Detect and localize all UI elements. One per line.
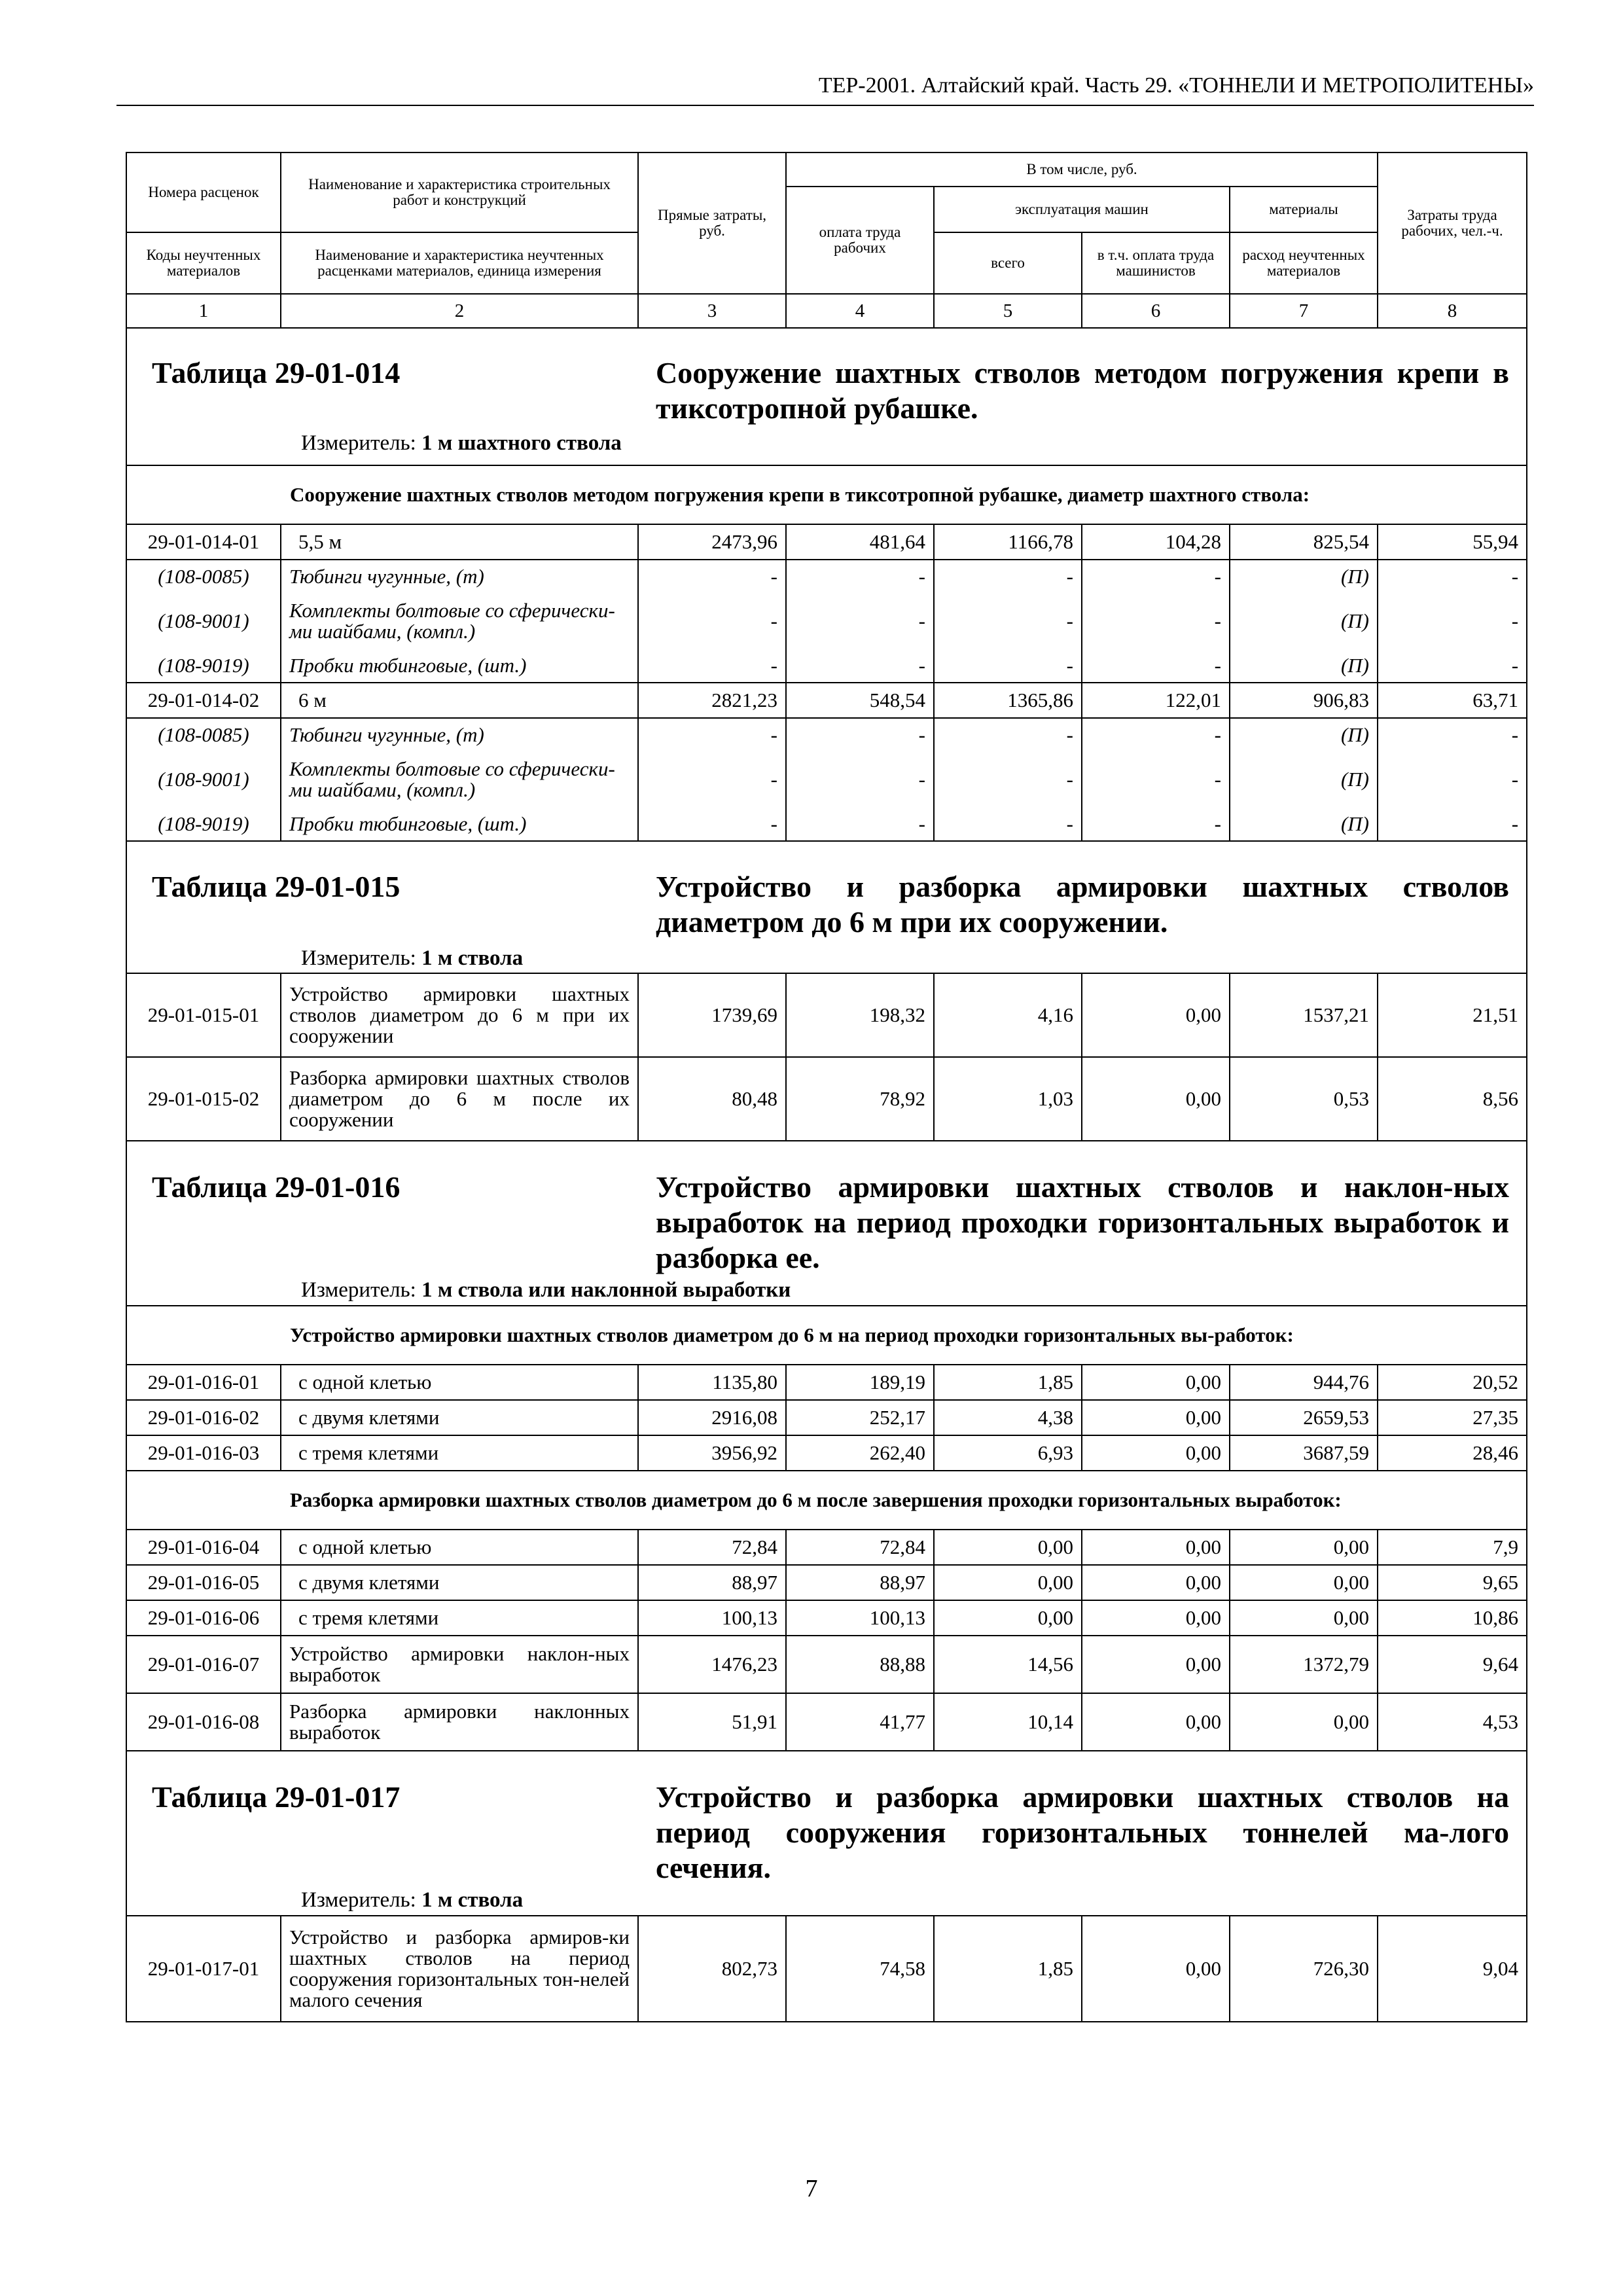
- labor-pay: 262,40: [786, 1435, 934, 1471]
- measure-value: 1 м ствола или наклонной выработки: [421, 1278, 791, 1302]
- machines-total: 10,14: [934, 1693, 1082, 1751]
- table-row: [126, 1636, 1527, 1693]
- rate-code: 29-01-017-01: [126, 1916, 281, 2022]
- rate-code: 29-01-015-01: [126, 973, 281, 1057]
- table-number: Таблица 29-01-017: [152, 1780, 401, 1814]
- work-name: с двумя клетями: [281, 1565, 638, 1600]
- materials: (П): [1230, 718, 1378, 751]
- labor-pay: 100,13: [786, 1600, 934, 1636]
- material-name: Тюбинги чугунные, (т): [281, 560, 638, 593]
- labor-pay: -: [786, 751, 934, 808]
- labor-pay: 189,19: [786, 1365, 934, 1400]
- section-header: [126, 328, 1527, 465]
- labor-cost: 10,86: [1378, 1600, 1527, 1636]
- materials: 0,00: [1230, 1565, 1378, 1600]
- material-row: [126, 593, 1527, 649]
- labor-cost: 4,53: [1378, 1693, 1527, 1751]
- materials: 0,00: [1230, 1693, 1378, 1751]
- measure-value: 1 м шахтного ствола: [421, 431, 622, 455]
- rates-table: [126, 152, 1527, 2022]
- table-row: [126, 1600, 1527, 1636]
- materials: 825,54: [1230, 524, 1378, 560]
- material-name: Пробки тюбинговые, (шт.): [281, 649, 638, 683]
- column-number: 1: [126, 294, 281, 328]
- material-code: (108-9001): [126, 593, 281, 649]
- section-header: [126, 1751, 1527, 1916]
- labor-cost: 9,04: [1378, 1916, 1527, 2022]
- labor-cost: 20,52: [1378, 1365, 1527, 1400]
- measure-line: [135, 1278, 1518, 1302]
- labor-pay: 252,17: [786, 1400, 934, 1435]
- column-number: 8: [1378, 294, 1527, 328]
- machines-labor: 0,00: [1082, 1565, 1230, 1600]
- machines-labor: -: [1082, 751, 1230, 808]
- table-row: [126, 524, 1527, 560]
- table-number: Таблица 29-01-014: [152, 355, 401, 389]
- machines-labor: 104,28: [1082, 524, 1230, 560]
- table-title: Устройство и разборка армировки шахтных стволов на период сооружения горизонтальных тоннелей ма-лого сечения.: [656, 1780, 1510, 1884]
- labor-pay: -: [786, 808, 934, 841]
- material-name: Комплекты болтовые со сферически-ми шайбами, (компл.): [281, 593, 638, 649]
- labor-pay: 74,58: [786, 1916, 934, 2022]
- rate-code: 29-01-015-02: [126, 1057, 281, 1141]
- subheading: Сооружение шахтных стволов методом погружения крепи в тиксотропной рубашке, диаметр шахтного ствола:: [281, 465, 1527, 524]
- header-name2: Наименование и характеристика неучтенных расценками материалов, единица измерения: [281, 232, 638, 294]
- header-codes: Коды неучтенных материалов: [126, 232, 281, 294]
- direct-cost: -: [638, 593, 786, 649]
- materials: 2659,53: [1230, 1400, 1378, 1435]
- material-name: Тюбинги чугунные, (т): [281, 718, 638, 751]
- labor-pay: 88,88: [786, 1636, 934, 1693]
- header-machines: эксплуатация машин: [934, 187, 1230, 232]
- work-name: с двумя клетями: [281, 1400, 638, 1435]
- machines-labor: -: [1082, 808, 1230, 841]
- direct-cost: -: [638, 751, 786, 808]
- table-row: [126, 1693, 1527, 1751]
- machines-labor: 122,01: [1082, 683, 1230, 718]
- labor-cost: 9,64: [1378, 1636, 1527, 1693]
- work-name: Устройство армировки наклон-ных выработок: [281, 1636, 638, 1693]
- machines-total: -: [934, 560, 1082, 593]
- work-name: 5,5 м: [281, 524, 638, 560]
- machines-total: 4,38: [934, 1400, 1082, 1435]
- machines-total: 1,85: [934, 1365, 1082, 1400]
- measure-label: Измеритель:: [301, 1888, 416, 1912]
- labor-pay: -: [786, 649, 934, 683]
- work-name: с одной клетью: [281, 1365, 638, 1400]
- materials: (П): [1230, 593, 1378, 649]
- labor-pay: 78,92: [786, 1057, 934, 1141]
- table-number: Таблица 29-01-015: [152, 869, 401, 903]
- table-row: [126, 683, 1527, 718]
- material-name: Пробки тюбинговые, (шт.): [281, 808, 638, 841]
- header-row: [126, 152, 1527, 187]
- materials: 0,53: [1230, 1057, 1378, 1141]
- materials: (П): [1230, 649, 1378, 683]
- header-direct: Прямые затраты, руб.: [638, 152, 786, 294]
- machines-total: 0,00: [934, 1565, 1082, 1600]
- work-name: Устройство и разборка армиров-ки шахтных стволов на период сооружения горизонтальных тон-нелей малого сечения: [281, 1916, 638, 2022]
- labor-cost: 21,51: [1378, 973, 1527, 1057]
- rate-code: 29-01-016-05: [126, 1565, 281, 1600]
- direct-cost: 88,97: [638, 1565, 786, 1600]
- material-code: (108-9019): [126, 808, 281, 841]
- subheading-row: [126, 1306, 1527, 1365]
- material-code: (108-9001): [126, 751, 281, 808]
- labor-cost: -: [1378, 751, 1527, 808]
- direct-cost: 2916,08: [638, 1400, 786, 1435]
- work-name: с тремя клетями: [281, 1600, 638, 1636]
- direct-cost: -: [638, 649, 786, 683]
- table-row: [126, 1400, 1527, 1435]
- rate-code: 29-01-016-03: [126, 1435, 281, 1471]
- subheading-row: [126, 465, 1527, 524]
- labor-cost: 7,9: [1378, 1530, 1527, 1565]
- machines-total: -: [934, 718, 1082, 751]
- labor-cost: -: [1378, 593, 1527, 649]
- column-number: 4: [786, 294, 934, 328]
- page-number: 7: [805, 2175, 818, 2202]
- machines-total: 6,93: [934, 1435, 1082, 1471]
- header-rates: Номера расценок: [126, 152, 281, 232]
- material-row: [126, 560, 1527, 593]
- material-row: [126, 751, 1527, 808]
- machines-labor: 0,00: [1082, 973, 1230, 1057]
- labor-cost: -: [1378, 808, 1527, 841]
- column-number: 5: [934, 294, 1082, 328]
- labor-cost: 28,46: [1378, 1435, 1527, 1471]
- direct-cost: 1135,80: [638, 1365, 786, 1400]
- machines-total: 0,00: [934, 1600, 1082, 1636]
- materials: (П): [1230, 808, 1378, 841]
- direct-cost: -: [638, 560, 786, 593]
- machines-labor: -: [1082, 718, 1230, 751]
- machines-total: 4,16: [934, 973, 1082, 1057]
- header-machines-total: всего: [934, 232, 1082, 294]
- material-row: [126, 649, 1527, 683]
- header-labor-pay: оплата труда рабочих: [786, 187, 934, 294]
- machines-total: 1,85: [934, 1916, 1082, 2022]
- table-row: [126, 1530, 1527, 1565]
- work-name: Разборка армировки наклонных выработок: [281, 1693, 638, 1751]
- machines-total: -: [934, 751, 1082, 808]
- direct-cost: 2821,23: [638, 683, 786, 718]
- direct-cost: -: [638, 718, 786, 751]
- labor-cost: -: [1378, 718, 1527, 751]
- work-name: Устройство армировки шахтных стволов диаметром до 6 м при их сооружении: [281, 973, 638, 1057]
- labor-pay: -: [786, 718, 934, 751]
- labor-pay: -: [786, 560, 934, 593]
- direct-cost: 51,91: [638, 1693, 786, 1751]
- labor-cost: 9,65: [1378, 1565, 1527, 1600]
- table-row: [126, 973, 1527, 1057]
- machines-total: -: [934, 593, 1082, 649]
- material-code: (108-9019): [126, 649, 281, 683]
- header-labor-cost: Затраты труда рабочих, чел.-ч.: [1378, 152, 1527, 294]
- machines-total: 14,56: [934, 1636, 1082, 1693]
- labor-pay: 198,32: [786, 973, 934, 1057]
- measure-label: Измеритель:: [301, 1278, 416, 1302]
- materials: (П): [1230, 560, 1378, 593]
- table-row: [126, 1565, 1527, 1600]
- material-name: Комплекты болтовые со сферически-ми шайбами, (компл.): [281, 751, 638, 808]
- measure-line: [135, 431, 1518, 456]
- direct-cost: 1476,23: [638, 1636, 786, 1693]
- table-number: Таблица 29-01-016: [152, 1170, 401, 1204]
- header-materials: материалы: [1230, 187, 1378, 232]
- subheading-row: [126, 1471, 1527, 1530]
- subheading: Устройство армировки шахтных стволов диаметром до 6 м на период проходки горизонтальных вы-работок:: [281, 1306, 1527, 1365]
- measure-label: Измеритель:: [301, 431, 416, 455]
- work-name: с тремя клетями: [281, 1435, 638, 1471]
- column-number: 7: [1230, 294, 1378, 328]
- machines-total: -: [934, 808, 1082, 841]
- labor-pay: 41,77: [786, 1693, 934, 1751]
- header-name: Наименование и характеристика строительных работ и конструкций: [281, 152, 638, 232]
- measure-value: 1 м ствола: [421, 946, 524, 970]
- materials: 906,83: [1230, 683, 1378, 718]
- rate-code: 29-01-016-06: [126, 1600, 281, 1636]
- machines-labor: -: [1082, 593, 1230, 649]
- direct-cost: 802,73: [638, 1916, 786, 2022]
- header-rule: [116, 105, 1534, 106]
- direct-cost: 80,48: [638, 1057, 786, 1141]
- header-including: В том числе, руб.: [786, 152, 1378, 187]
- labor-cost: 63,71: [1378, 683, 1527, 718]
- labor-cost: 8,56: [1378, 1057, 1527, 1141]
- direct-cost: 2473,96: [638, 524, 786, 560]
- table-row: [126, 1365, 1527, 1400]
- rate-code: 29-01-016-08: [126, 1693, 281, 1751]
- rate-code: 29-01-016-07: [126, 1636, 281, 1693]
- machines-labor: 0,00: [1082, 1916, 1230, 2022]
- column-number: 6: [1082, 294, 1230, 328]
- machines-labor: 0,00: [1082, 1057, 1230, 1141]
- materials: 0,00: [1230, 1530, 1378, 1565]
- direct-cost: 72,84: [638, 1530, 786, 1565]
- rate-code: 29-01-014-01: [126, 524, 281, 560]
- work-name: Разборка армировки шахтных стволов диаметром до 6 м после их сооружении: [281, 1057, 638, 1141]
- column-numbers-row: [126, 294, 1527, 328]
- materials: (П): [1230, 751, 1378, 808]
- header-machines-labor: в т.ч. оплата труда машинистов: [1082, 232, 1230, 294]
- table-title: Сооружение шахтных стволов методом погружения крепи в тиксотропной рубашке.: [656, 355, 1510, 425]
- labor-cost: 27,35: [1378, 1400, 1527, 1435]
- labor-pay: 88,97: [786, 1565, 934, 1600]
- machines-labor: 0,00: [1082, 1636, 1230, 1693]
- direct-cost: 1739,69: [638, 973, 786, 1057]
- machines-total: -: [934, 649, 1082, 683]
- machines-labor: -: [1082, 560, 1230, 593]
- rate-code: 29-01-016-02: [126, 1400, 281, 1435]
- measure-value: 1 м ствола: [421, 1888, 524, 1912]
- rate-code: 29-01-016-01: [126, 1365, 281, 1400]
- labor-cost: 55,94: [1378, 524, 1527, 560]
- machines-total: 1365,86: [934, 683, 1082, 718]
- rate-code: 29-01-014-02: [126, 683, 281, 718]
- header-materials-cons: расход неучтенных материалов: [1230, 232, 1378, 294]
- machines-labor: 0,00: [1082, 1435, 1230, 1471]
- materials: 1372,79: [1230, 1636, 1378, 1693]
- machines-total: 1166,78: [934, 524, 1082, 560]
- materials: 1537,21: [1230, 973, 1378, 1057]
- running-head: ТЕР-2001. Алтайский край. Часть 29. «ТОННЕЛИ И МЕТРОПОЛИТЕНЫ»: [818, 73, 1534, 98]
- labor-cost: -: [1378, 649, 1527, 683]
- materials: 0,00: [1230, 1600, 1378, 1636]
- machines-total: 0,00: [934, 1530, 1082, 1565]
- direct-cost: 100,13: [638, 1600, 786, 1636]
- machines-labor: 0,00: [1082, 1693, 1230, 1751]
- table-row: [126, 1435, 1527, 1471]
- material-code: (108-0085): [126, 560, 281, 593]
- machines-labor: 0,00: [1082, 1600, 1230, 1636]
- machines-labor: 0,00: [1082, 1400, 1230, 1435]
- column-number: 3: [638, 294, 786, 328]
- materials: 3687,59: [1230, 1435, 1378, 1471]
- labor-pay: 481,64: [786, 524, 934, 560]
- material-code: (108-0085): [126, 718, 281, 751]
- table-title: Устройство армировки шахтных стволов и наклон-ных выработок на период проходки горизонтальных выработок и разборка ее.: [656, 1170, 1510, 1274]
- work-name: с одной клетью: [281, 1530, 638, 1565]
- measure-label: Измеритель:: [301, 946, 416, 970]
- direct-cost: -: [638, 808, 786, 841]
- subheading: Разборка армировки шахтных стволов диаметром до 6 м после завершения проходки горизонтальных выработок:: [281, 1471, 1527, 1530]
- table-row: [126, 1916, 1527, 2022]
- section-header: [126, 1141, 1527, 1306]
- labor-pay: 72,84: [786, 1530, 934, 1565]
- measure-line: [135, 1888, 1518, 1912]
- machines-labor: 0,00: [1082, 1530, 1230, 1565]
- labor-cost: -: [1378, 560, 1527, 593]
- machines-labor: -: [1082, 649, 1230, 683]
- work-name: 6 м: [281, 683, 638, 718]
- machines-labor: 0,00: [1082, 1365, 1230, 1400]
- material-row: [126, 808, 1527, 841]
- direct-cost: 3956,92: [638, 1435, 786, 1471]
- materials: 944,76: [1230, 1365, 1378, 1400]
- measure-line: [135, 946, 1518, 971]
- labor-pay: 548,54: [786, 683, 934, 718]
- column-number: 2: [281, 294, 638, 328]
- labor-pay: -: [786, 593, 934, 649]
- materials: 726,30: [1230, 1916, 1378, 2022]
- material-row: [126, 718, 1527, 751]
- rate-code: 29-01-016-04: [126, 1530, 281, 1565]
- section-header: [126, 841, 1527, 973]
- table-title: Устройство и разборка армировки шахтных стволов диаметром до 6 м при их сооружении.: [656, 869, 1510, 939]
- table-row: [126, 1057, 1527, 1141]
- machines-total: 1,03: [934, 1057, 1082, 1141]
